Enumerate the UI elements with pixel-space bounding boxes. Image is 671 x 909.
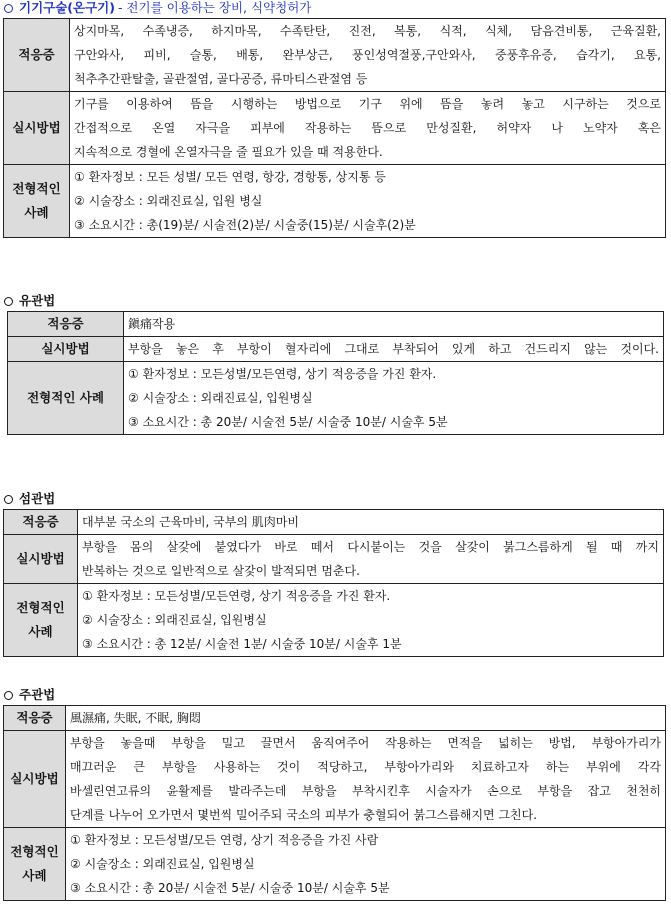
method-text [78, 535, 664, 584]
case-label-line: 전형적인 [16, 600, 65, 615]
text-line: 대부분 국소의 근육마비, 국부의 肌肉마비 [82, 515, 299, 529]
info-table [7, 311, 664, 435]
case-text [124, 362, 664, 435]
case-text [66, 828, 666, 901]
section-title-text: 기기구술(온구기) [19, 0, 115, 15]
circle-bullet-icon [4, 691, 13, 700]
text-line: ② 시술장소 : 외래진료실, 입원병실 [70, 857, 255, 871]
section-title-text: 섬관법 [19, 491, 56, 506]
table-row-case [8, 362, 664, 435]
indication-text [78, 510, 664, 535]
case-label [4, 165, 70, 238]
text-line: 부항을 놓을때 부항을 밀고 끌면서 움직여주어 작용하는 면적을 넓히는 방법, 부항아가리가 [70, 736, 661, 750]
section-seomgwanbeop [3, 491, 664, 657]
text-line: ① 환자정보 : 모든성별/모든 연령, 상기 적응증을 가진 사람 [70, 833, 379, 847]
table-row-method [4, 92, 666, 165]
text-line: 단계를 나누어 오가면서 몇번씩 밀어주되 국소의 피부가 충혈되어 붉그스름해지면 그친다. [70, 808, 538, 822]
section-jugwanbeop [3, 687, 666, 901]
text-line: ③ 소요시간 : 총(19)분/ 시술전(2)분/ 시술중(15)분/ 시술후(2)분 [74, 218, 416, 232]
text-line: ③ 소요시간 : 총 20분/ 시술전 5분/ 시술중 10분/ 시술후 5분 [70, 881, 390, 895]
text-line: 부항을 놓은 후 부항이 혈자리에 그대로 부착되어 있게 하고 건드리지 않는 것이다. [128, 342, 659, 356]
table-row-case [4, 584, 664, 657]
info-table [3, 18, 666, 238]
indication-label: 적응증 [4, 510, 78, 535]
section-title-text: 주관법 [19, 687, 56, 702]
case-label-line: 사례 [28, 624, 53, 639]
case-label-line: 사례 [24, 205, 49, 220]
text-line: 매끄러운 큰 부항을 사용하는 것이 적당하고, 부항아가리와 치료하고자 하는 부위에 각각 [70, 760, 661, 774]
circle-bullet-icon [4, 297, 13, 306]
table-row-method [4, 535, 664, 584]
text-line: 반복하는 것으로 일반적으로 살갗이 발적되면 멈춘다. [82, 564, 360, 578]
text-line: ① 환자정보 : 모든성별/모든연령, 상기 적응증을 가진 환자. [128, 367, 437, 381]
method-text [70, 92, 666, 165]
case-label [4, 828, 66, 901]
text-line: ① 환자정보 : 모든 성별/ 모든 연령, 항강, 경항통, 상지통 등 [74, 170, 386, 184]
method-label: 실시방법 [4, 92, 70, 165]
text-line: 鎭痛작용 [128, 317, 176, 331]
section-title [3, 491, 664, 507]
section-title [3, 0, 666, 16]
text-line: ① 환자정보 : 모든성별/모든연령, 상기 적응증을 가진 환자. [82, 589, 391, 603]
text-line: ② 시술장소 : 외래진료실, 입원병실 [128, 391, 313, 405]
info-table [3, 705, 666, 901]
text-line: ② 시술장소 : 외래진료실, 입원병실 [82, 613, 267, 627]
case-label: 전형적인 사례 [8, 362, 124, 435]
method-label: 실시방법 [8, 337, 124, 362]
indication-label: 적응증 [4, 706, 66, 731]
section-title [3, 687, 666, 703]
indication-label: 적응증 [4, 19, 70, 92]
table-row-method [4, 731, 666, 828]
method-label: 실시방법 [4, 731, 66, 828]
text-line: 기구를 이용하여 뜸을 시행하는 방법으로 기구 위에 뜸을 놓려 놓고 시구하는 것으로 [74, 97, 661, 111]
table-row-indication [4, 706, 666, 731]
circle-bullet-icon [4, 4, 13, 13]
info-table [3, 509, 664, 657]
section-title [3, 293, 664, 309]
text-line: 바셀린연고류의 윤활제를 발라주는데 부항을 부착시킨후 시술자가 손으로 부항을 잡고 천천히 [70, 784, 661, 798]
indication-text [70, 19, 666, 92]
table-row-case [4, 165, 666, 238]
case-text [78, 584, 664, 657]
text-line: 척추추간판탈출, 골관절염, 골다공증, 류마티스관절염 등 [74, 72, 368, 86]
case-text [70, 165, 666, 238]
text-line: ③ 소요시간 : 총 20분/ 시술전 5분/ 시술중 10분/ 시술후 5분 [128, 415, 448, 429]
text-line: 風濕痛, 失眠, 不眠, 胸悶 [70, 711, 201, 725]
method-label: 실시방법 [4, 535, 78, 584]
table-row-method [8, 337, 664, 362]
indication-label: 적응증 [8, 312, 124, 337]
method-text [66, 731, 666, 828]
section-subtitle: - 전기를 이용하는 장비, 식약청허가 [117, 0, 312, 15]
text-line: ② 시술장소 : 외래진료실, 입원 병실 [74, 194, 263, 208]
text-line: ③ 소요시간 : 총 12분/ 시술전 1분/ 시술중 10분/ 시술후 1분 [82, 637, 402, 651]
table-row-indication [4, 510, 664, 535]
text-line: 간접적으로 온열 자극을 피부에 작용하는 뜸으로 만성질환, 허약자 나 노약자 혹은 [74, 121, 661, 135]
table-row-indication [8, 312, 664, 337]
circle-bullet-icon [4, 495, 13, 504]
indication-text [124, 312, 664, 337]
case-label-line: 전형적인 [12, 181, 61, 196]
section-yugwanbeop [3, 293, 664, 435]
text-line: 상지마목, 수족냉증, 하지마목, 수족탄탄, 진전, 복통, 식적, 식체, 담음견비통, 근육질환, [74, 24, 661, 38]
text-line: 지속적으로 경혈에 온열자극을 줄 필요가 있을 때 적용한다. [74, 145, 383, 159]
section-title-text: 유관법 [19, 293, 56, 308]
indication-text [66, 706, 666, 731]
section-gigi-gusul [3, 0, 666, 238]
table-row-case [4, 828, 666, 901]
table-row-indication [4, 19, 666, 92]
method-text [124, 337, 664, 362]
case-label-line: 전형적인 [10, 844, 59, 859]
case-label-line: 사례 [22, 868, 47, 883]
case-label [4, 584, 78, 657]
text-line: 구안와사, 피비, 슬통, 배통, 완부상근, 풍인성역절풍,구안와사, 중풍후유증, 습각기, 요통, [74, 48, 661, 62]
text-line: 부항을 몸의 살갗에 붙였다가 바로 떼서 다시붙이는 것을 살갗이 붉그스름하게 될 때 까지 [82, 540, 659, 554]
